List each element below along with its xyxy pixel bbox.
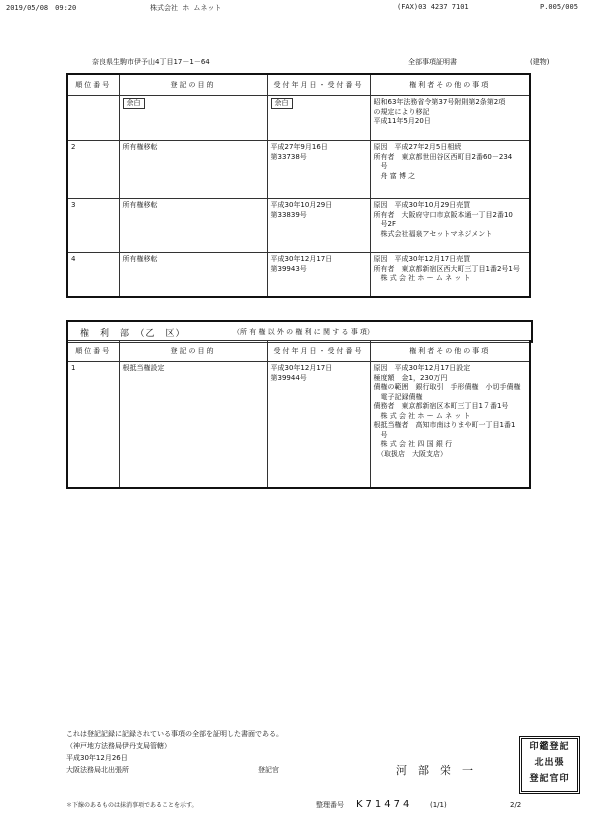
detail-line: 原因 平成30年10月29日売買: [373, 201, 471, 209]
otsu-header-row: [67, 341, 530, 362]
detail-line: 号2F: [373, 220, 396, 228]
table-row: [67, 362, 530, 488]
table-row: [67, 253, 530, 297]
otsu-table: [66, 340, 531, 489]
detail-line: 債務者 東京都新宿区本町三丁目1７番1号: [373, 402, 509, 410]
details-cell: [370, 362, 530, 488]
doc-kind: (建物): [530, 58, 550, 66]
table-row: [67, 199, 530, 253]
detail-line: の規定により移記: [373, 107, 430, 116]
col-rank: 順位番号: [67, 74, 119, 96]
col-purpose: 登記の目的: [119, 341, 267, 362]
detail-line: 株式会社福泉アセットマネジメント: [373, 229, 493, 238]
ref-label: 整理番号: [316, 801, 344, 809]
details-cell: [370, 141, 530, 199]
registrar-label: 登記官: [258, 766, 279, 774]
kou-header-row: [67, 74, 530, 96]
detail-line: 株 式 会 社 ホ ー ム ネ ッ ト: [373, 411, 471, 420]
otsu-subtitle: （所 有 権 以 外 の 権 利 に 関 す る 事 項）: [233, 328, 374, 336]
col-rank: 順位番号: [67, 341, 119, 362]
rank-cell: 2: [67, 141, 119, 199]
official-seal: [519, 736, 580, 794]
table-row: [67, 96, 530, 141]
detail-line: 根抵当権者 高知市南はりまや町一丁目1番1: [373, 421, 516, 429]
seal-line: 登記官印: [529, 774, 570, 784]
detail-line: 所有者 東京都新宿区西大町三丁目1番2号1号: [373, 264, 520, 273]
fax-page: P.005/005: [540, 3, 578, 11]
kou-table: [66, 73, 531, 298]
detail-line: 号: [373, 430, 388, 439]
seal-line: 北出張: [534, 758, 565, 768]
rank-cell: 1: [67, 362, 119, 488]
certification-line: これは登記記録に記録されている事項の全部を証明した書面である。: [66, 730, 283, 738]
detail-line: （取扱店 大阪支店）: [373, 449, 447, 458]
fax-number: (FAX)03 4237 7101: [397, 3, 469, 11]
col-details: 権利者その他の事項: [370, 74, 530, 96]
reception-cell: 平成27年9月16日 第33738号: [267, 141, 370, 199]
fax-datetime: 2019/05/08 09:20: [6, 4, 77, 12]
detail-line: 電子記録債権: [373, 392, 423, 401]
page-total: 2/2: [510, 801, 522, 809]
detail-line: 号: [373, 162, 388, 170]
detail-line: 平成11年5月20日: [373, 117, 431, 125]
col-reception: 受付年月日・受付番号: [267, 341, 370, 362]
purpose-cell: 根抵当権設定: [119, 362, 267, 488]
fax-company: 株式会社 ホ ムネット: [150, 4, 222, 12]
property-address: 奈良県生駒市伊予山4丁目17－1－64: [92, 58, 210, 66]
detail-line: 所有者 大阪府守口市京阪本通一丁目2番10: [373, 210, 513, 219]
detail-line: 極度額 金1，230万円: [373, 373, 448, 382]
rank-cell: 4: [67, 253, 119, 297]
reception-cell: 平成30年10月29日 第33839号: [267, 199, 370, 253]
doc-title: 全部事項証明書: [408, 58, 457, 66]
issuing-office: 大阪法務局北出張所: [66, 766, 129, 774]
detail-line: 舟 富 博 之: [373, 171, 416, 180]
rank-cell: 3: [67, 199, 119, 253]
details-cell: [370, 253, 530, 297]
page-fraction: (1/1): [430, 801, 447, 809]
blank-mark: 余白: [271, 98, 293, 109]
details-cell: [370, 96, 530, 141]
detail-line: 株 式 会 社 ホ ー ム ネ ッ ト: [373, 274, 471, 282]
col-details: 権利者その他の事項: [370, 341, 530, 362]
issue-date: 平成30年12月26日: [66, 754, 128, 762]
registrar-name: 河 部 栄 一: [396, 764, 473, 777]
reception-cell: 平成30年12月17日 第39943号: [267, 253, 370, 297]
reception-cell: [267, 96, 370, 141]
col-purpose: 登記の目的: [119, 74, 267, 96]
purpose-cell: 所有権移転: [119, 199, 267, 253]
detail-line: 原因 平成27年2月5日相続: [373, 143, 462, 151]
underline-note: ＊下線のあるものは抹消事項であることを示す。: [66, 802, 198, 809]
detail-line: 昭和63年法務省令第37号附則第2条第2項: [373, 98, 506, 106]
detail-line: 債権の範囲 銀行取引 手形債権 小切手債権: [373, 383, 521, 391]
blank-mark: 余白: [123, 98, 145, 109]
jurisdiction-note: （神戸地方法務局伊丹支局管轄）: [66, 742, 171, 750]
purpose-cell: 所有権移転: [119, 141, 267, 199]
detail-line: 所有者 東京都世田谷区西町目2番60－234: [373, 152, 513, 161]
detail-line: 株 式 会 社 四 国 銀 行: [373, 440, 453, 448]
seal-line: 印鑑登記: [529, 742, 570, 752]
purpose-cell: [119, 96, 267, 141]
col-reception: 受付年月日・受付番号: [267, 74, 370, 96]
reception-cell: 平成30年12月17日 第39944号: [267, 362, 370, 488]
purpose-cell: 所有権移転: [119, 253, 267, 297]
otsu-title: 権 利 部 （乙 区）: [80, 329, 186, 339]
table-row: [67, 141, 530, 199]
ref-number: K71474: [356, 799, 413, 810]
detail-line: 原因 平成30年12月17日売買: [373, 255, 471, 263]
rank-cell: [67, 96, 119, 141]
details-cell: [370, 199, 530, 253]
detail-line: 原因 平成30年12月17日設定: [373, 364, 471, 372]
